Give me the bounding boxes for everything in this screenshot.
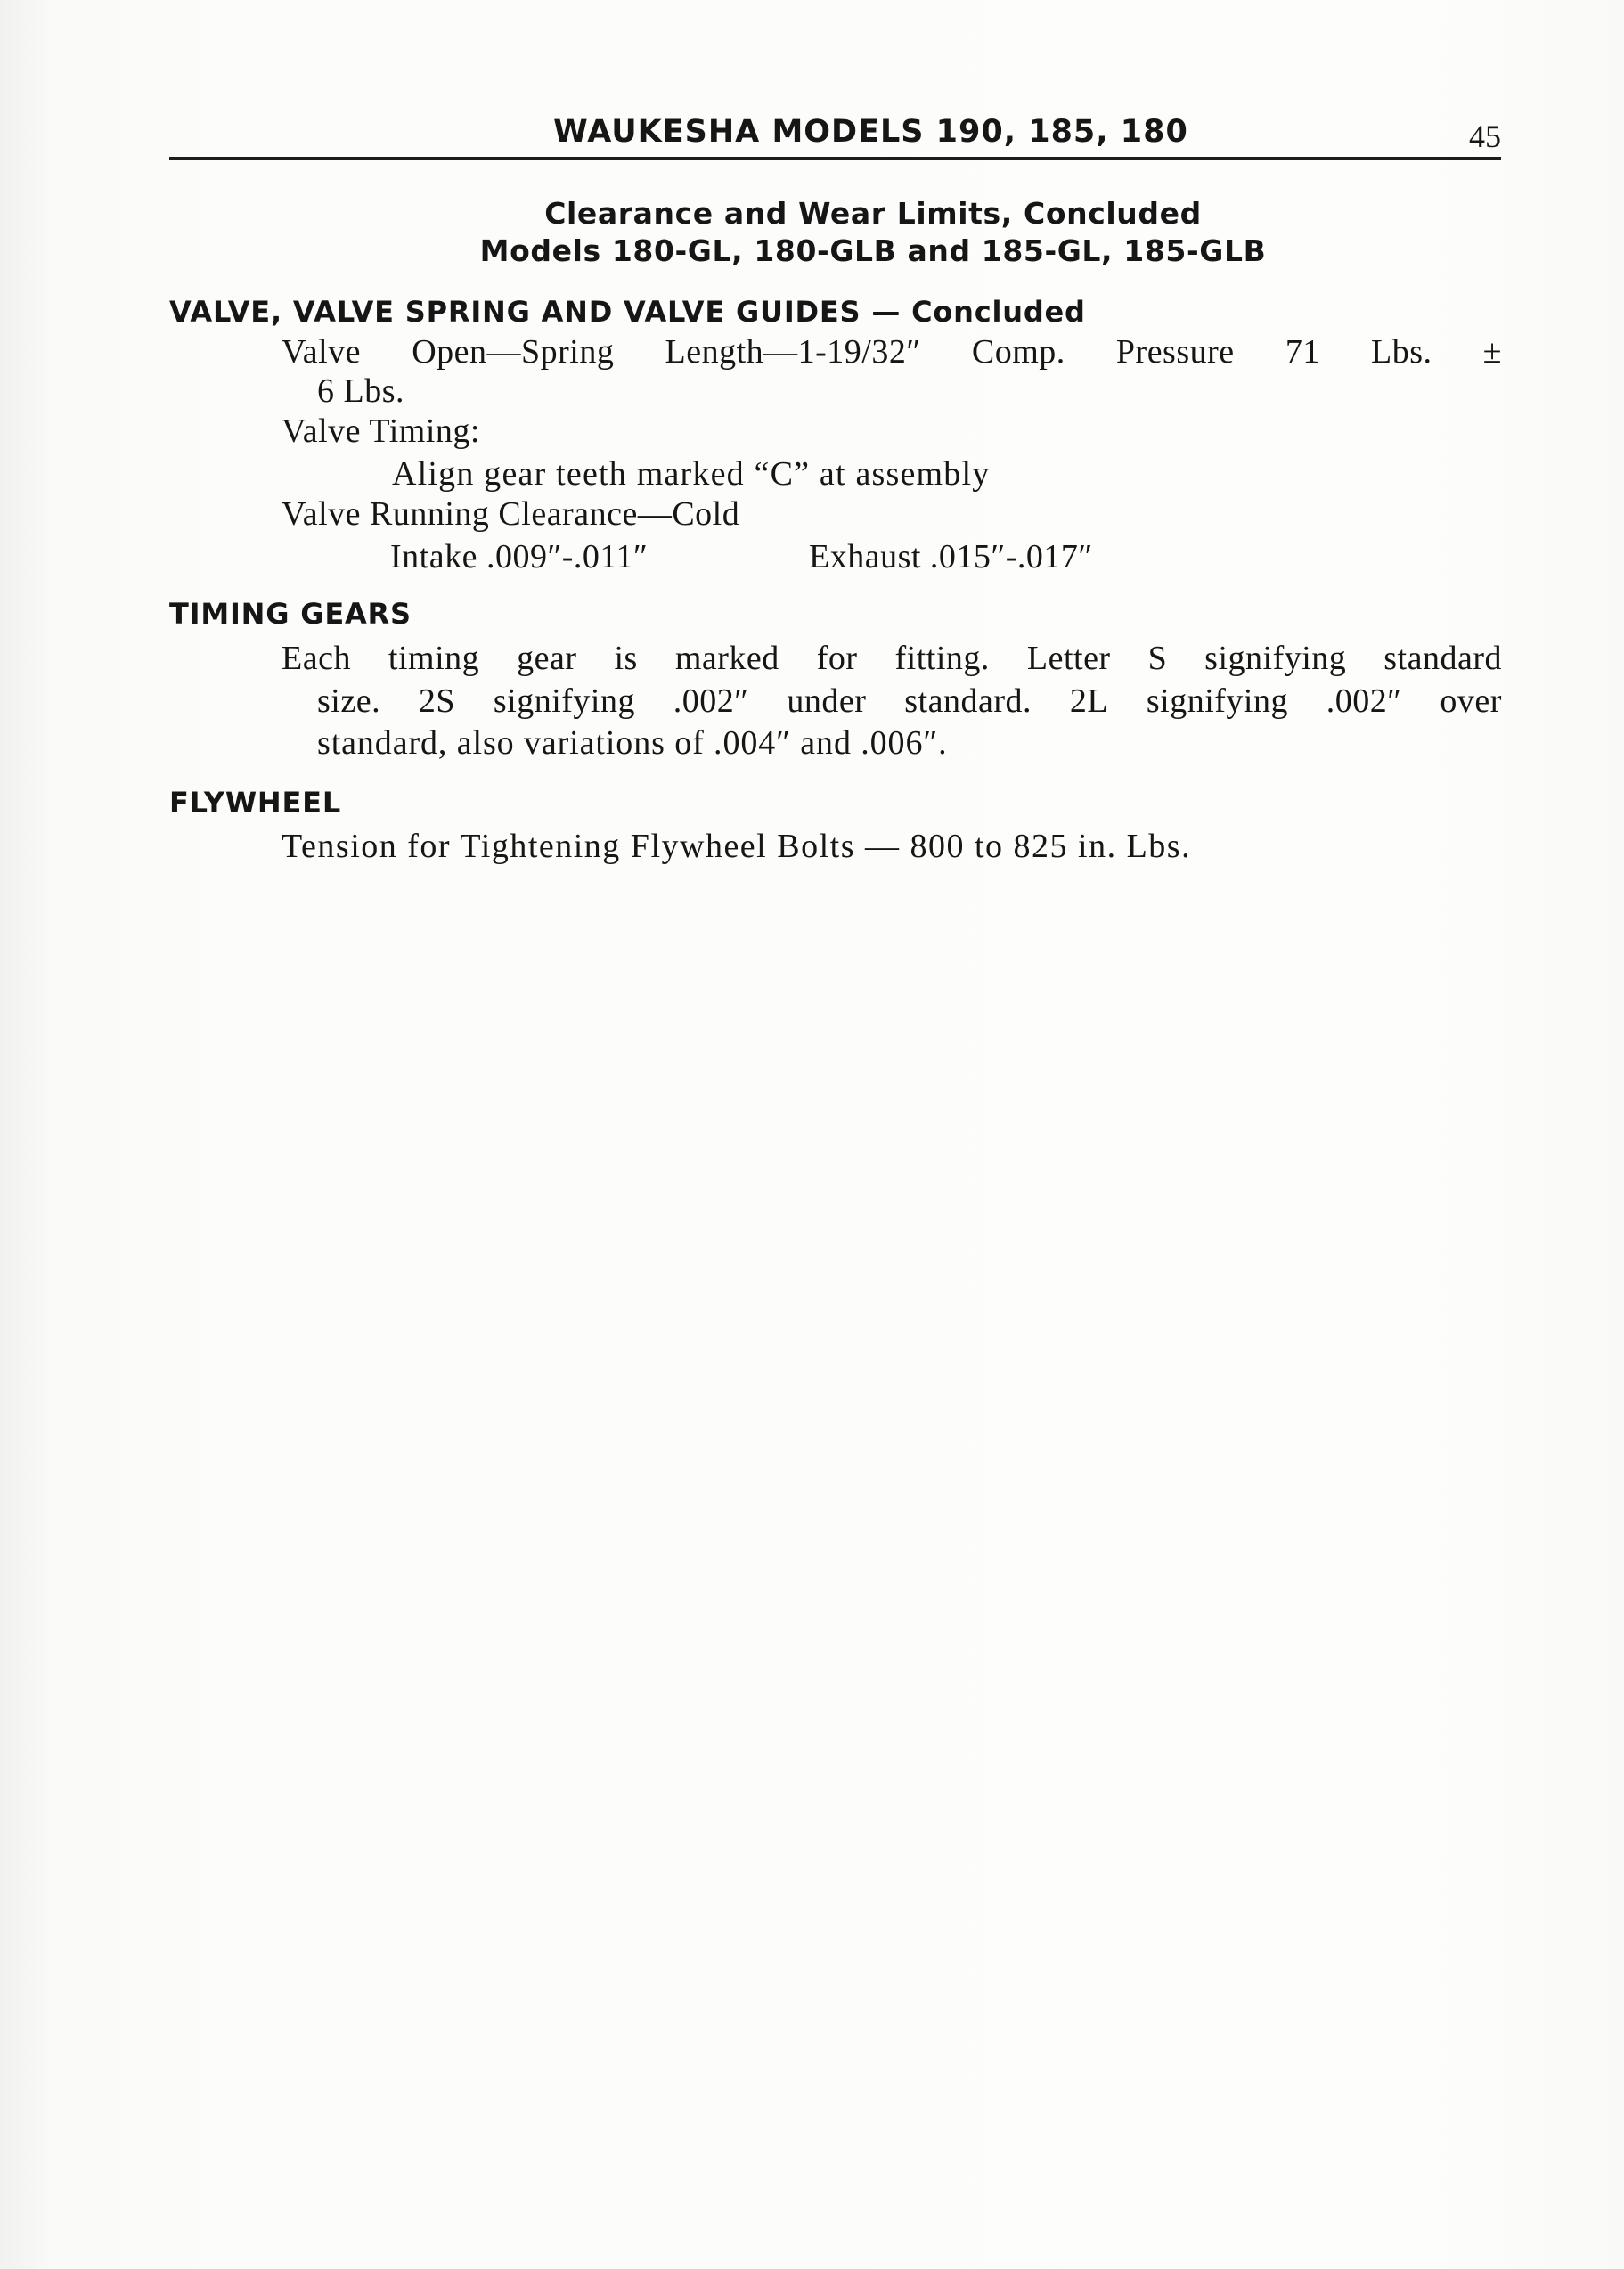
valve-open-continuation: 6 Lbs. bbox=[317, 372, 404, 410]
timing-gears-heading: TIMING GEARS bbox=[169, 597, 412, 631]
timing-word: gear bbox=[517, 640, 577, 677]
timing-word: standard. bbox=[904, 682, 1032, 720]
timing-word: 2L bbox=[1069, 682, 1109, 720]
table-subtitle-line-1: Clearance and Wear Limits, Concluded bbox=[544, 196, 1202, 231]
timing-word: signifying bbox=[1146, 682, 1288, 720]
timing-word: under bbox=[787, 682, 867, 720]
timing-word: S bbox=[1147, 640, 1168, 677]
valve-clearance-label: Valve Running Clearance—Cold bbox=[282, 495, 740, 533]
timing-word: 2S bbox=[418, 682, 456, 720]
timing-word: marked bbox=[674, 640, 779, 677]
timing-word: is bbox=[614, 640, 638, 677]
timing-word: signifying bbox=[1204, 640, 1347, 677]
valve-timing-detail: Align gear teeth marked “C” at assembly bbox=[392, 455, 991, 493]
timing-word: .002″ bbox=[1326, 682, 1402, 720]
valve-open-word: Open—Spring bbox=[412, 333, 615, 371]
valve-section-heading: VALVE, VALVE SPRING AND VALVE GUIDES — Concluded bbox=[169, 295, 1086, 329]
valve-open-word: Lbs. bbox=[1370, 333, 1432, 371]
running-title: WAUKESHA MODELS 190, 185, 180 bbox=[553, 114, 1188, 150]
flywheel-heading: FLYWHEEL bbox=[169, 786, 342, 820]
valve-timing-label: Valve Timing: bbox=[282, 412, 480, 450]
valve-open-word: Comp. bbox=[971, 333, 1065, 371]
flywheel-tension: Tension for Tightening Flywheel Bolts — 800 to 825 in. Lbs. bbox=[282, 828, 1192, 865]
running-head bbox=[169, 114, 1501, 160]
valve-open-word: Valve bbox=[282, 333, 362, 371]
timing-word: Letter bbox=[1026, 640, 1111, 677]
timing-word: Each bbox=[282, 640, 351, 677]
timing-word: size. bbox=[317, 682, 381, 720]
timing-word: standard bbox=[1383, 640, 1502, 677]
timing-gears-line-2 bbox=[317, 682, 1502, 721]
timing-word: for bbox=[816, 640, 858, 677]
valve-open-word: Length—1-19/32″ bbox=[665, 333, 921, 371]
timing-word: fitting. bbox=[894, 640, 990, 677]
timing-gears-line-3: standard, also variations of .004″ and .006″. bbox=[317, 724, 948, 762]
valve-open-line bbox=[282, 332, 1502, 371]
valve-open-word: 71 bbox=[1285, 333, 1320, 371]
page-number: 45 bbox=[1469, 118, 1501, 154]
timing-word: .002″ bbox=[673, 682, 749, 720]
timing-gears-line-1 bbox=[282, 639, 1502, 678]
timing-word: over bbox=[1440, 682, 1502, 720]
table-subtitle-line-2: Models 180-GL, 180-GLB and 185-GL, 185-GLB bbox=[479, 233, 1267, 268]
timing-word: signifying bbox=[493, 682, 635, 720]
header-rule bbox=[169, 157, 1501, 160]
exhaust-clearance: Exhaust .015″-.017″ bbox=[809, 538, 1093, 575]
timing-word: timing bbox=[388, 640, 480, 677]
valve-open-word: Pressure bbox=[1115, 333, 1235, 371]
valve-open-word: ± bbox=[1482, 333, 1502, 371]
intake-clearance: Intake .009″-.011″ bbox=[390, 538, 649, 575]
